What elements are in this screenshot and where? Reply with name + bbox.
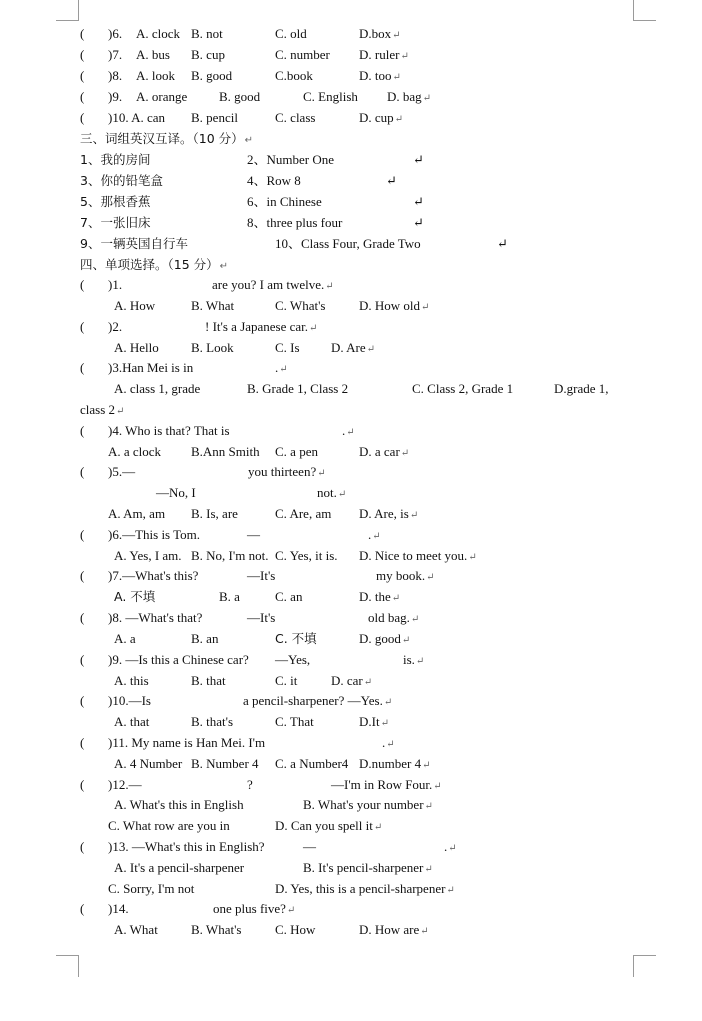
question-tail: ! It's a Japanese car.↵ — [205, 319, 318, 334]
crop-mark — [78, 955, 79, 977]
option-a: A. 4 Number — [114, 756, 183, 771]
crop-mark — [633, 955, 656, 956]
crop-mark — [633, 20, 656, 21]
option-a: A. What — [114, 922, 158, 937]
option-d: D. cup↵ — [359, 110, 404, 125]
crop-mark — [78, 0, 79, 20]
option-b: B. good — [191, 68, 233, 83]
option-b: B. Grade 1, Class 2 — [247, 381, 349, 396]
option-d-continued: class 2↵ — [80, 402, 125, 417]
return-mark: ↵ — [413, 194, 424, 209]
paren: ( — [80, 360, 85, 375]
option-c: C. Are, am — [275, 506, 332, 521]
paren: ( — [80, 652, 85, 667]
question-mid: —It's — [247, 568, 276, 583]
option-a: A. orange — [136, 89, 188, 104]
question-stem: )14. — [108, 901, 129, 916]
paren: ( — [80, 68, 85, 83]
option-b: B. a — [219, 589, 240, 604]
option-a: A. 不填 — [114, 589, 156, 604]
question-stem: )6.—This is Tom. — [108, 527, 201, 542]
option-d: D. a car↵ — [359, 444, 410, 459]
section-title: 三、词组英汉互译。（10 分）↵ — [80, 131, 254, 146]
question-stem: )1. — [108, 277, 123, 292]
option-c: C. old — [275, 26, 307, 41]
phrase-item: 7、一张旧床 — [80, 215, 151, 230]
option-a: A. What's this in English — [114, 797, 244, 812]
phrase-item: 8、three plus four — [247, 215, 343, 230]
question-tail: .↵ — [368, 527, 381, 542]
return-mark: ↵ — [413, 152, 424, 167]
paren: ( — [80, 839, 85, 854]
option-a: A. Am, am — [108, 506, 166, 521]
crop-mark — [56, 20, 79, 21]
paren: ( — [80, 319, 85, 334]
question-mid: —It's — [247, 610, 276, 625]
question-number: )10. A. can — [108, 110, 166, 125]
option-b: B. that's — [191, 714, 234, 729]
option-d: D. the↵ — [359, 589, 401, 604]
option-c: C.book — [275, 68, 313, 83]
option-a: A. class 1, grade — [114, 381, 201, 396]
option-c: C. Is — [275, 340, 300, 355]
option-a: A. Hello — [114, 340, 159, 355]
option-b: B. What — [191, 298, 235, 313]
option-a: A. bus — [136, 47, 170, 62]
option-d: D.number 4↵ — [359, 756, 431, 771]
question-tail: old bag.↵ — [368, 610, 420, 625]
option-b: B.Ann Smith — [191, 444, 260, 459]
paren: ( — [80, 110, 85, 125]
option-c: C. Yes, it is. — [275, 548, 338, 563]
question-mid: — — [247, 527, 260, 542]
option-d: D. Are↵ — [331, 340, 376, 355]
option-b: B. that — [191, 673, 226, 688]
paren: ( — [80, 47, 85, 62]
option-d: D. Yes, this is a pencil-sharpener↵ — [275, 881, 455, 896]
option-d: D. Are, is↵ — [359, 506, 419, 521]
option-c: C. Class 2, Grade 1 — [412, 381, 514, 396]
option-b: B. Number 4 — [191, 756, 259, 771]
option-d: D.It↵ — [359, 714, 389, 729]
question-mid: —Yes, — [275, 652, 311, 667]
option-c: C. What's — [275, 298, 326, 313]
option-d: D. How old↵ — [359, 298, 430, 313]
question-stem: )10.—Is — [108, 693, 151, 708]
question-stem: )5.— — [108, 464, 136, 479]
question-stem: )3.Han Mei is in — [108, 360, 194, 375]
option-c: C. a pen — [275, 444, 318, 459]
question-stem: )8. —What's that? — [108, 610, 203, 625]
question-tail: —I'm in Row Four.↵ — [331, 777, 442, 792]
question-stem: )12.— — [108, 777, 142, 792]
phrase-item: 9、一辆英国自行车 — [80, 236, 188, 251]
paren: ( — [80, 464, 85, 479]
paren: ( — [80, 89, 85, 104]
option-d: D.box↵ — [359, 26, 401, 41]
option-b: B. cup — [191, 47, 225, 62]
option-d: D. bag↵ — [387, 89, 432, 104]
question-tail: a pencil-sharpener? —Yes.↵ — [243, 693, 393, 708]
question-number: )9. — [108, 89, 123, 104]
option-c: C. number — [275, 47, 330, 62]
option-b: B. No, I'm not. — [191, 548, 269, 563]
question-tail: is.↵ — [403, 652, 425, 667]
phrase-item: 3、你的铅笔盒 — [80, 173, 163, 188]
question-stem: )9. —Is this a Chinese car? — [108, 652, 249, 667]
question-stem: )13. —What's this in English? — [108, 839, 265, 854]
question-tail: .↵ — [342, 423, 355, 438]
option-b: B. good — [219, 89, 261, 104]
crop-mark — [633, 955, 634, 977]
paren: ( — [80, 568, 85, 583]
question-stem: )4. Who is that? That is — [108, 423, 230, 438]
question-tail: one plus five?↵ — [213, 901, 296, 916]
option-b: B. Is, are — [191, 506, 238, 521]
option-a: A. clock — [136, 26, 181, 41]
option-d: D. How are↵ — [359, 922, 429, 937]
paren: ( — [80, 527, 85, 542]
option-b: B. What's — [191, 922, 242, 937]
answer-line: —No, I — [156, 485, 196, 500]
section-title: 四、单项选择。（15 分）↵ — [80, 257, 229, 272]
option-a: A. How — [114, 298, 156, 313]
question-tail: you thirteen?↵ — [248, 464, 326, 479]
option-c: C. it — [275, 673, 298, 688]
option-d: D. good↵ — [359, 631, 411, 646]
option-b: B. pencil — [191, 110, 238, 125]
option-d: D. too↵ — [359, 68, 401, 83]
option-c: C. class — [275, 110, 316, 125]
option-d: D. Can you spell it↵ — [275, 818, 383, 833]
paren: ( — [80, 277, 85, 292]
option-b: B. an — [191, 631, 219, 646]
option-a: A. Yes, I am. — [114, 548, 182, 563]
question-number: )7. — [108, 47, 123, 62]
answer-line-tail: not.↵ — [317, 485, 347, 500]
paren: ( — [80, 735, 85, 750]
phrase-item: 2、Number One — [247, 152, 335, 167]
option-c: C. Sorry, I'm not — [108, 881, 195, 896]
option-d: D. ruler↵ — [359, 47, 409, 62]
phrase-item: 6、in Chinese — [247, 194, 322, 209]
crop-mark — [633, 0, 634, 20]
option-a: A. It's a pencil-sharpener — [114, 860, 245, 875]
option-c: C. That — [275, 714, 314, 729]
option-c: C. What row are you in — [108, 818, 230, 833]
question-tail: .↵ — [444, 839, 457, 854]
option-d: D.grade 1, — [554, 381, 609, 396]
option-a: A. a — [114, 631, 136, 646]
phrase-item: 4、Row 8 — [247, 173, 301, 188]
option-a: A. this — [114, 673, 149, 688]
question-number: )6. — [108, 26, 123, 41]
option-c: C. How — [275, 922, 316, 937]
crop-mark — [56, 955, 79, 956]
option-d: D. Nice to meet you.↵ — [359, 548, 477, 563]
option-b: B. What's your number↵ — [303, 797, 433, 812]
paren: ( — [80, 26, 85, 41]
phrase-item: 10、Class Four, Grade Two — [275, 236, 421, 251]
option-c: C. a Number4 — [275, 756, 349, 771]
return-mark: ↵ — [497, 236, 508, 251]
question-tail: my book.↵ — [376, 568, 435, 583]
option-a: A. that — [114, 714, 150, 729]
option-a: A. a clock — [108, 444, 162, 459]
question-tail: .↵ — [275, 360, 288, 375]
option-d: D. car↵ — [331, 673, 373, 688]
option-c: C. 不填 — [275, 631, 317, 646]
phrase-item: 5、那根香蕉 — [80, 194, 151, 209]
question-stem: )2. — [108, 319, 123, 334]
paren: ( — [80, 777, 85, 792]
phrase-item: 1、我的房间 — [80, 152, 151, 167]
option-b: B. not — [191, 26, 223, 41]
paren: ( — [80, 693, 85, 708]
option-c: C. English — [303, 89, 358, 104]
option-b: B. Look — [191, 340, 234, 355]
question-tail: are you? I am twelve.↵ — [212, 277, 334, 292]
question-mid: ? — [247, 777, 253, 792]
question-stem: )11. My name is Han Mei. I'm — [108, 735, 266, 750]
option-b: B. It's pencil-sharpener↵ — [303, 860, 433, 875]
question-tail: .↵ — [382, 735, 395, 750]
question-mid: — — [303, 839, 316, 854]
return-mark: ↵ — [386, 173, 397, 188]
question-number: )8. — [108, 68, 123, 83]
paren: ( — [80, 901, 85, 916]
question-stem: )7.—What's this? — [108, 568, 199, 583]
paren: ( — [80, 423, 85, 438]
option-a: A. look — [136, 68, 175, 83]
return-mark: ↵ — [413, 215, 424, 230]
option-c: C. an — [275, 589, 303, 604]
paren: ( — [80, 610, 85, 625]
